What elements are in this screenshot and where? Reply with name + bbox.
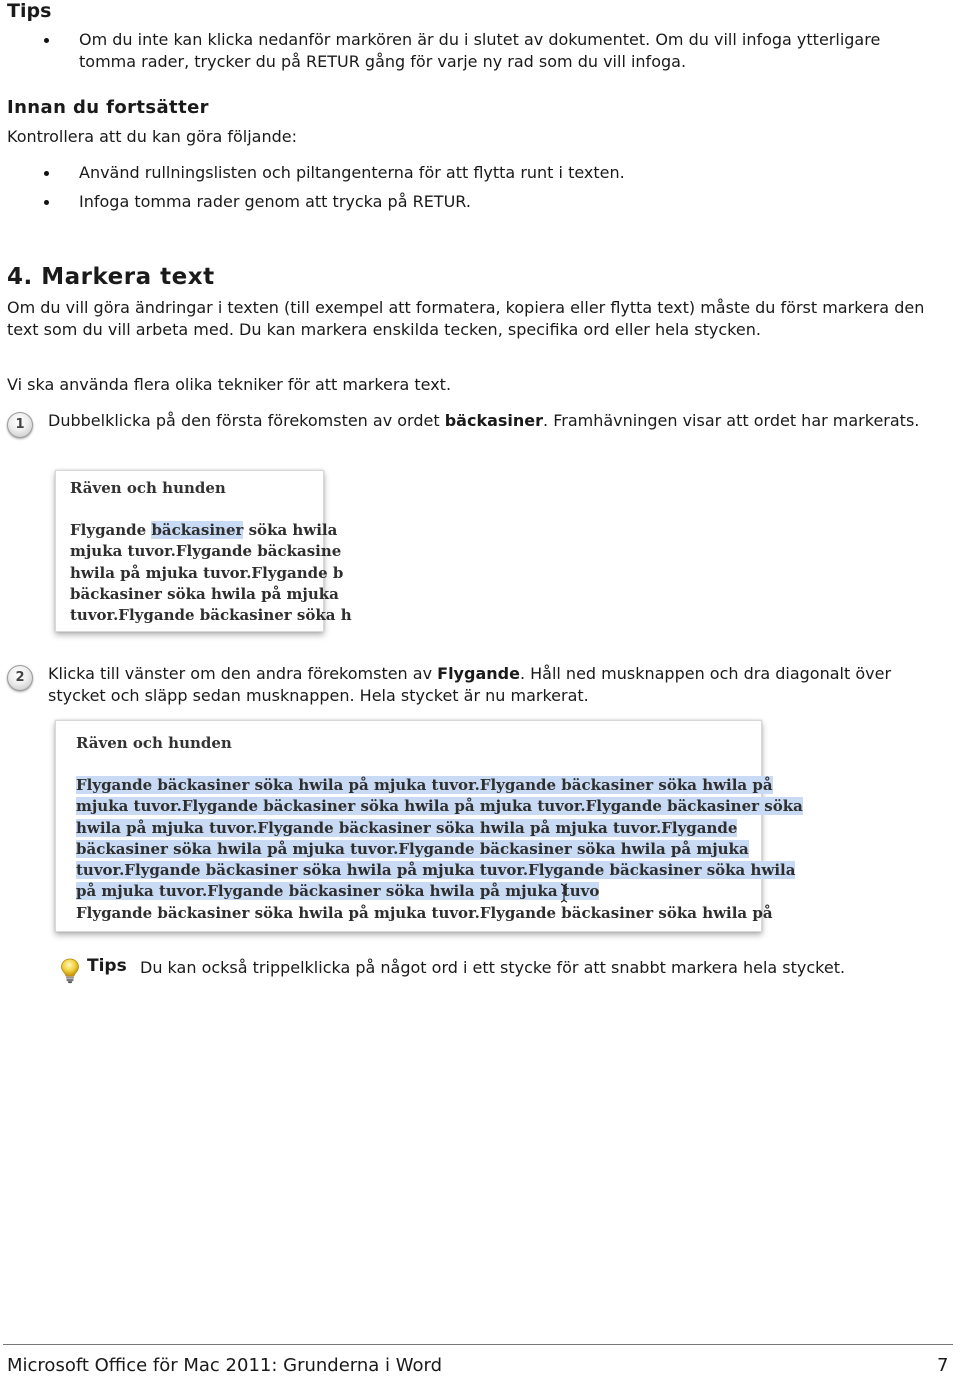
step-1-text-after: . Framhävningen visar att ordet har markerats. (543, 411, 920, 430)
screenshot-title: Räven och hunden (70, 479, 226, 497)
paragraph-line (76, 818, 803, 839)
footer-title: Microsoft Office för Mac 2011: Grunderna i Word (7, 1355, 443, 1376)
line-prefix: Flygande (70, 521, 152, 539)
step-2-text (48, 663, 938, 707)
tip-label: Tips (87, 956, 127, 976)
text-cursor-icon (560, 883, 568, 903)
screenshot-paragraph (76, 775, 803, 924)
before-list (0, 162, 940, 213)
selected-line: mjuka tuvor.Flygande bäckasiner söka hwila på mjuka tuvor.Flygande bäckasiner söka (76, 797, 803, 816)
screenshot-word-selection (55, 470, 352, 632)
step-1-bold: bäckasiner (444, 411, 544, 430)
screenshot-paragraph (70, 520, 352, 626)
tips-list (0, 29, 940, 73)
paragraph-line (76, 860, 803, 881)
list-item: Om du inte kan klicka nedanför markören är du i slutet av dokumentet. Om du vill infoga ytterligare tomma rader, trycker du på RETUR gång för varje ny rad som du vill infoga. (0, 29, 940, 73)
step-1-text-before: Dubbelklicka på den första förekomsten av ordet (48, 411, 445, 430)
selected-word: bäckasiner (151, 521, 244, 539)
list-item: Infoga tomma rader genom att trycka på RETUR. (0, 191, 940, 213)
before-intro: Kontrollera att du kan göra följande: (7, 127, 298, 146)
step-2-icon: 2 (7, 665, 33, 691)
paragraph-line (70, 520, 352, 541)
selected-line: på mjuka tuvor.Flygande bäckasiner söka hwila på mjuka tuvo (76, 882, 600, 901)
lightbulb-icon (60, 958, 80, 984)
footer-divider (3, 1344, 953, 1345)
list-item: Använd rullningslisten och piltangenterna för att flytta runt i texten. (0, 162, 940, 184)
paragraph-line: Flygande bäckasiner söka hwila på mjuka tuvor.Flygande bäckasiner söka hwila på (76, 903, 773, 922)
before-heading: Innan du fortsätter (7, 97, 209, 118)
section-title: 4. Markera text (7, 264, 215, 290)
selected-line: tuvor.Flygande bäckasiner söka hwila på mjuka tuvor.Flygande bäckasiner söka hwila (76, 861, 796, 880)
paragraph-line (76, 881, 803, 902)
paragraph-line (76, 839, 803, 860)
section-intro: Om du vill göra ändringar i texten (till exempel att formatera, kopiera eller flytta text) måste du först markera den text som du vill arbeta med. Du kan markera enskilda tecken, specifika ord eller hela stycken. (7, 298, 925, 339)
step-2-text-after: . Håll ned musknappen och dra diagonalt över stycket och släpp sedan musknappen. Hela stycket är nu markerat. (48, 664, 892, 705)
paragraph-line: mjuka tuvor.Flygande bäckasine (70, 542, 342, 561)
tip-text: Du kan också trippelklicka på något ord i ett stycke för att snabbt markera hela stycket. (140, 958, 846, 977)
techniques-text: Vi ska använda flera olika tekniker för att markera text. (7, 375, 452, 394)
step-1-text (48, 410, 938, 432)
selected-line: hwila på mjuka tuvor.Flygande bäckasiner söka hwila på mjuka tuvor.Flygande (76, 818, 738, 837)
screenshot-paragraph-selection (55, 720, 803, 932)
line-suffix: söka hwila (243, 521, 338, 539)
page-number: 7 (937, 1355, 949, 1376)
paragraph-line (76, 796, 803, 817)
screenshot-title: Räven och hunden (76, 734, 232, 752)
step-2-text-before: Klicka till vänster om den andra förekomsten av (48, 664, 438, 683)
paragraph-line: bäckasiner söka hwila på mjuka (70, 584, 339, 603)
selected-line: Flygande bäckasiner söka hwila på mjuka tuvor.Flygande bäckasiner söka hwila på (76, 776, 773, 794)
step-2-bold: Flygande (437, 664, 520, 683)
paragraph-line: tuvor.Flygande bäckasiner söka h (70, 606, 352, 625)
step-1-icon: 1 (7, 412, 33, 438)
tips-heading: Tips (7, 0, 52, 22)
selected-line: bäckasiner söka hwila på mjuka tuvor.Flygande bäckasiner söka hwila på mjuka (76, 839, 749, 858)
paragraph-line (76, 775, 803, 796)
paragraph-line: hwila på mjuka tuvor.Flygande b (70, 563, 344, 582)
